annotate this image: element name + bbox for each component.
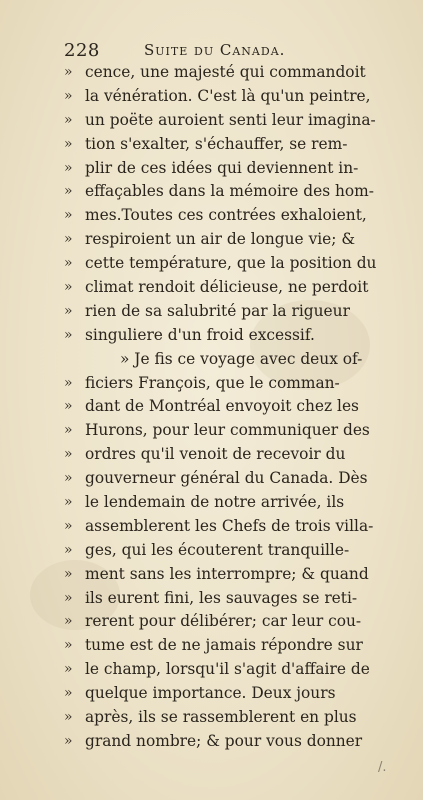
line-text: ordres qu'il venoit de recevoir du bbox=[85, 445, 346, 464]
quote-mark: » bbox=[64, 685, 73, 702]
text-line bbox=[64, 109, 376, 133]
quote-mark: » bbox=[64, 135, 73, 152]
text-line bbox=[64, 730, 363, 754]
line-text: plir de ces idées qui deviennent in- bbox=[85, 158, 359, 177]
line-text: tume est de ne jamais répondre sur bbox=[85, 636, 363, 655]
line-text: la vénération. C'est là qu'un peintre, bbox=[85, 86, 371, 105]
line-text: rerent pour délibérer; car leur cou- bbox=[85, 612, 362, 631]
line-text: cette température, que la position du bbox=[85, 254, 377, 273]
line-text: ges, qui les écouterent tranquille- bbox=[85, 540, 350, 559]
quote-mark: » bbox=[64, 87, 73, 104]
quote-mark: » bbox=[64, 661, 73, 678]
line-text: effaçables dans la mémoire des hom- bbox=[85, 182, 374, 201]
line-text: cence, une majesté qui commandoit bbox=[85, 63, 366, 81]
line-text: rien de sa salubrité par la rigueur bbox=[85, 301, 350, 320]
line-text: assemblerent les Chefs de trois villa- bbox=[85, 516, 374, 535]
text-line bbox=[64, 419, 370, 443]
text-line bbox=[64, 610, 362, 634]
line-text: Hurons, pour leur communiquer des bbox=[85, 421, 370, 440]
quote-mark: » bbox=[64, 255, 73, 272]
text-line bbox=[64, 61, 366, 85]
text-line bbox=[64, 682, 354, 706]
line-text: tion s'exalter, s'échauffer, se rem- bbox=[85, 134, 348, 153]
text-line bbox=[64, 228, 354, 252]
quote-mark: » bbox=[64, 302, 73, 319]
text-line bbox=[64, 157, 359, 181]
text-line bbox=[64, 515, 374, 539]
quote-mark: » bbox=[64, 183, 73, 200]
text-line bbox=[64, 395, 359, 419]
line-text: ils eurent fini, les sauvages se reti- bbox=[85, 588, 358, 607]
text-line bbox=[64, 539, 354, 563]
pencil-mark: /. bbox=[378, 760, 387, 775]
line-text: après, ils se rassemblerent en plus bbox=[85, 708, 357, 727]
line-text: ficiers François, que le comman- bbox=[85, 373, 340, 392]
text-line bbox=[64, 252, 377, 276]
quote-mark: » bbox=[64, 517, 73, 534]
quote-mark: » bbox=[64, 541, 73, 558]
page-number: 228 bbox=[64, 40, 100, 61]
line-text: quelque importance. Deux jours bbox=[85, 684, 336, 703]
line-text: le lendemain de notre arrivée, ils bbox=[85, 493, 345, 512]
text-line bbox=[64, 372, 354, 396]
text-line bbox=[64, 133, 354, 157]
line-text: » Je fis ce voyage avec deux of- bbox=[120, 349, 363, 368]
text-line bbox=[64, 706, 357, 730]
line-text: respiroient un air de longue vie; & bbox=[85, 230, 356, 249]
quote-mark: » bbox=[64, 446, 73, 463]
line-text: climat rendoit délicieuse, ne perdoit bbox=[85, 278, 369, 297]
text-line bbox=[64, 443, 354, 467]
quote-mark: » bbox=[64, 470, 73, 487]
text-line bbox=[64, 491, 354, 515]
line-text: grand nombre; & pour vous donner bbox=[85, 731, 363, 750]
text-line bbox=[64, 587, 358, 611]
line-text: le champ, lorsqu'il s'agit d'affaire de bbox=[85, 660, 370, 679]
text-line bbox=[64, 300, 354, 324]
quote-mark: » bbox=[64, 159, 73, 176]
body-text bbox=[64, 61, 377, 754]
line-text: mes.Toutes ces contrées exhaloient, bbox=[85, 206, 367, 225]
quote-mark: » bbox=[64, 613, 73, 630]
quote-mark: » bbox=[64, 398, 73, 415]
quote-mark: » bbox=[64, 231, 73, 248]
running-title: Suite du Canada. bbox=[144, 41, 286, 59]
text-line bbox=[64, 85, 371, 109]
quote-mark: » bbox=[64, 709, 73, 726]
quote-mark: » bbox=[64, 326, 73, 343]
quote-mark: » bbox=[64, 111, 73, 128]
text-line bbox=[64, 276, 369, 300]
quote-mark: » bbox=[64, 279, 73, 296]
text-line bbox=[64, 324, 354, 348]
text-line bbox=[64, 204, 367, 228]
line-text: gouverneur général du Canada. Dès bbox=[85, 469, 368, 488]
line-text: singuliere d'un froid excessif. bbox=[85, 325, 315, 344]
text-line bbox=[64, 563, 369, 587]
quote-mark: » bbox=[64, 422, 73, 439]
line-text: dant de Montréal envoyoit chez les bbox=[85, 397, 359, 416]
quote-mark: » bbox=[64, 637, 73, 654]
quote-mark: » bbox=[64, 374, 73, 391]
quote-mark: » bbox=[64, 64, 73, 80]
text-line bbox=[64, 180, 374, 204]
line-text: ment sans les interrompre; & quand bbox=[85, 564, 369, 583]
text-line bbox=[64, 348, 363, 372]
text-line bbox=[64, 634, 363, 658]
quote-mark: » bbox=[64, 207, 73, 224]
quote-mark: » bbox=[64, 589, 73, 606]
text-line bbox=[64, 658, 370, 682]
quote-mark: » bbox=[64, 565, 73, 582]
quote-mark: » bbox=[64, 732, 73, 749]
line-text: un poëte auroient senti leur imagina- bbox=[85, 110, 376, 129]
quote-mark: » bbox=[64, 494, 73, 511]
text-line bbox=[64, 467, 368, 491]
